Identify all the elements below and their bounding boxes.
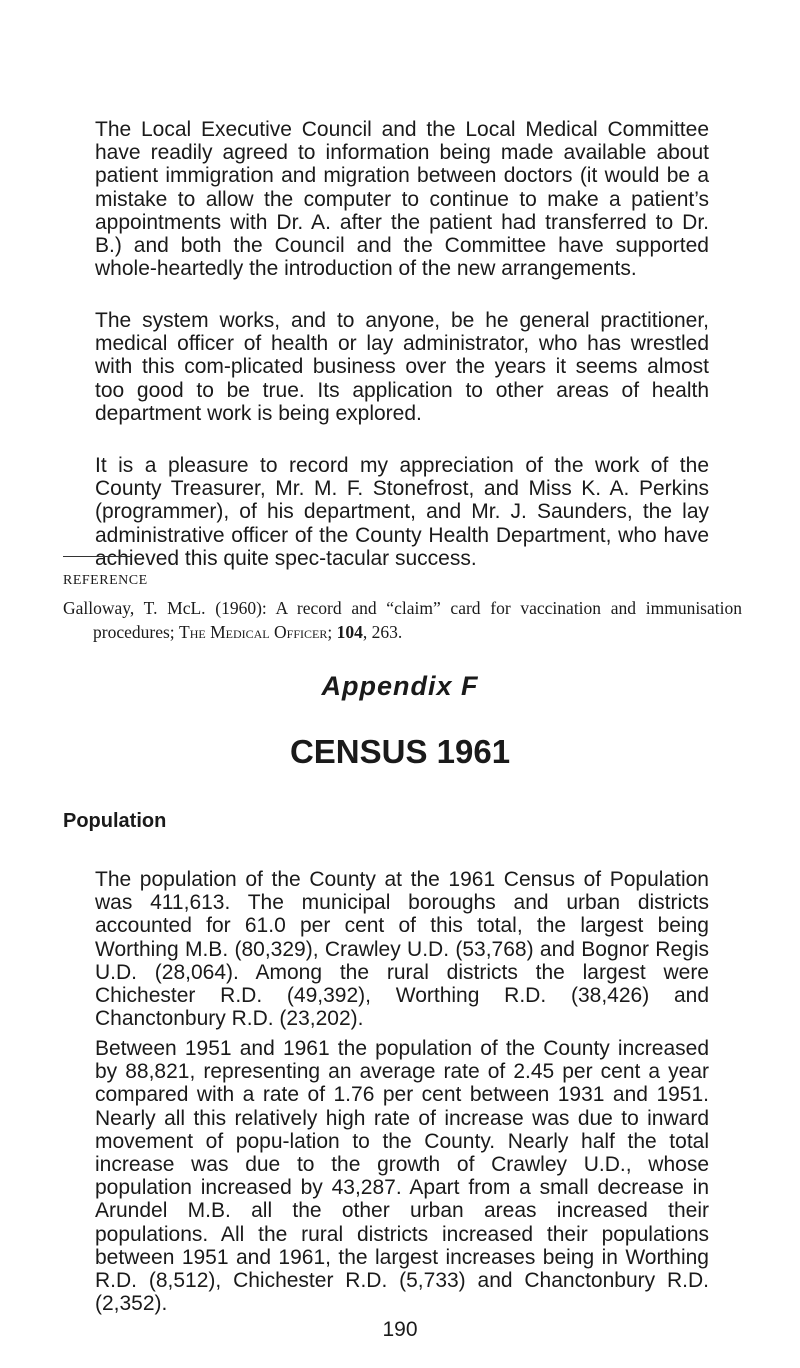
census-title: CENSUS 1961: [289, 733, 511, 770]
reference-volume: 104: [336, 622, 363, 642]
reference-journal: The Medical Officer: [179, 622, 328, 642]
reference-pages: , 263.: [362, 622, 403, 642]
paragraph-population-1961: The population of the County at the 1961 Census of Population was 411,613. The municipal boroughs and urban districts accounted for 61.0 per cent of this total, the largest being Worthing M.B. (80,329), Crawley U.D. (53,768) and Bognor Regis U.D. (28,064). Among the rural districts the largest were Chichester R.D. (49,392), Worthing R.D. (38,426) and Chanctonbury R.D. (23,202).: [95, 868, 709, 1031]
appendix-title: Appendix F: [321, 671, 479, 701]
page-number: 190: [382, 1318, 418, 1341]
paragraph-council-agreement: The Local Executive Council and the Local Medical Committee have readily agreed to information being made available about patient immigration and migration between doctors (it would be a mistake to allow the computer to continue to make a patient’s appointments with Dr. A. after the patient had transferred to Dr. B.) and both the Council and the Committee have supported whole-heartedly the introduction of the new arrangements.: [95, 118, 709, 281]
reference-entry: [63, 596, 742, 644]
section-heading-population: Population: [63, 810, 167, 832]
paragraph-system-works: The system works, and to anyone, be he general practitioner, medical officer of health or lay administrator, who has wrestled with this com-plicated business over the years it seems almost too good to be true. Its application to other areas of health department work is being explored.: [95, 309, 709, 425]
reference-divider: [63, 556, 131, 557]
reference-heading: REFERENCE: [63, 573, 148, 588]
reference-citation: Galloway, T. McL. (1960): A record and “claim” card for vaccination and immunisation procedures;: [63, 598, 742, 642]
paragraph-population-increase: Between 1951 and 1961 the population of the County increased by 88,821, representing an average rate of 2.45 per cent a year compared with a rate of 1.76 per cent between 1931 and 1951. Nearly all this relatively high rate of increase was due to inward movement of popu-lation to the County. Nearly half the total increase was due to the growth of Crawley U.D., whose population increased by 43,287. Apart from a small decrease in Arundel M.B. all the other urban areas increased their populations. All the rural districts increased their populations between 1951 and 1961, the largest increases being in Worthing R.D. (8,512), Chichester R.D. (5,733) and Chanctonbury R.D. (2,352).: [95, 1037, 709, 1316]
paragraph-appreciation: It is a pleasure to record my appreciation of the work of the County Treasurer, Mr. M. F. Stonefrost, and Miss K. A. Perkins (programmer), of his department, and Mr. J. Saunders, the lay administrative officer of the County Health Department, who have achieved this quite spec-tacular success.: [95, 454, 709, 570]
reference-separator: ;: [327, 622, 337, 642]
